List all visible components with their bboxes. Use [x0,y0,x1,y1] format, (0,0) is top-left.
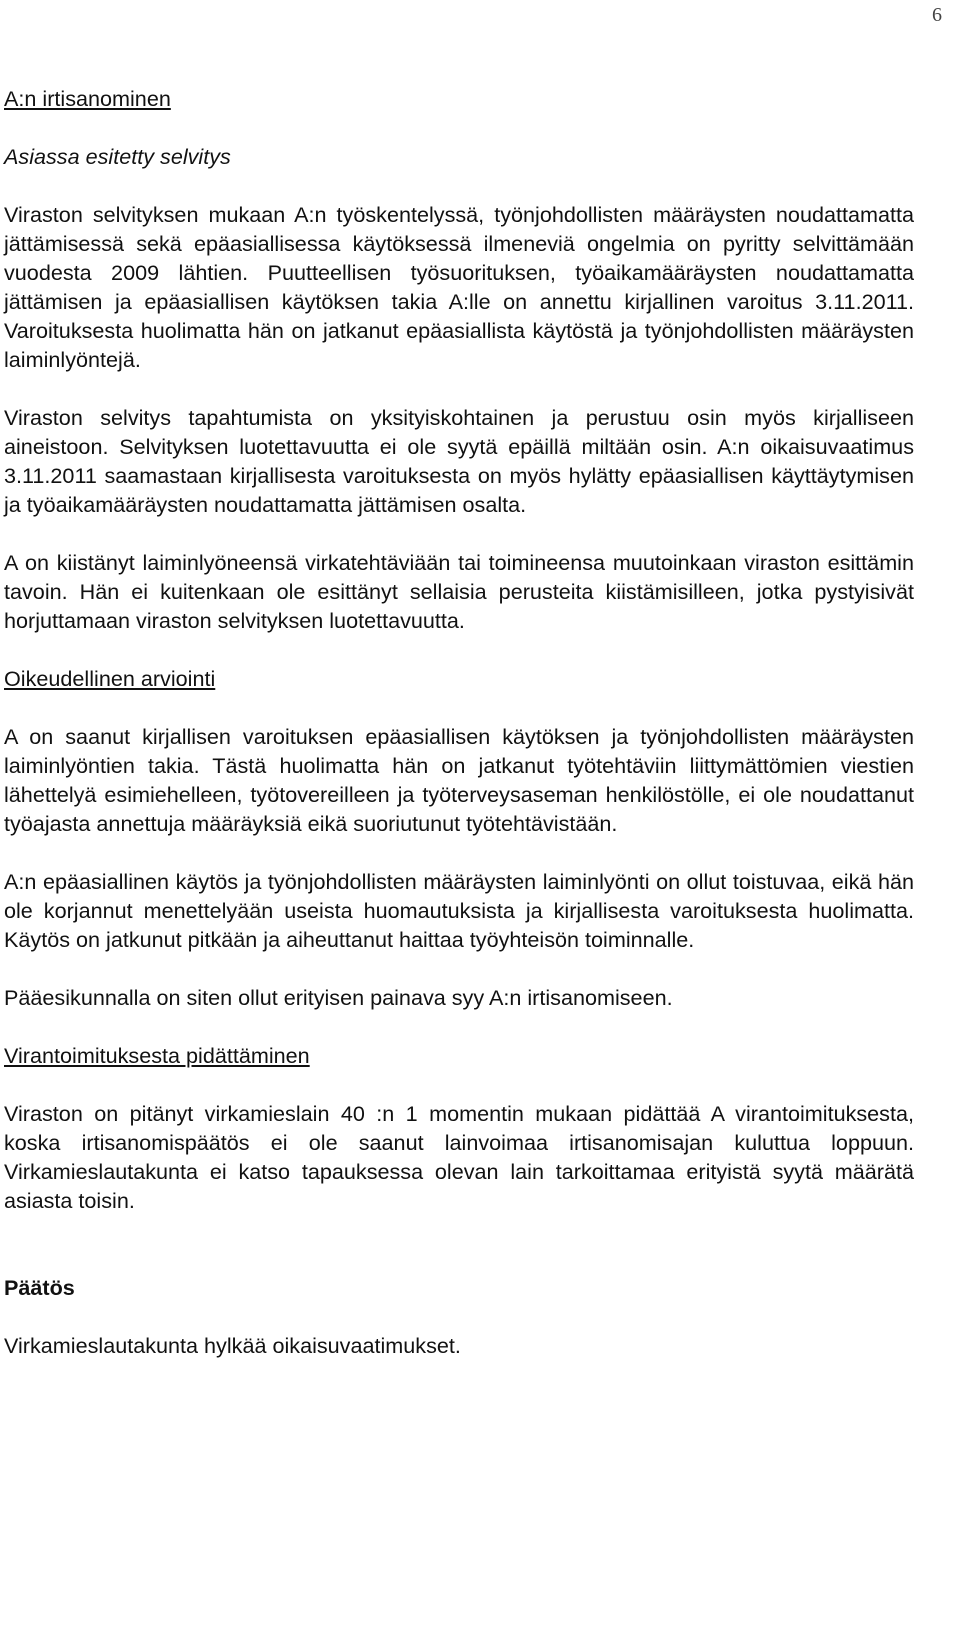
subheading-evidence: Asiassa esitetty selvitys [4,144,231,169]
section-decision [4,1273,914,1360]
section-title-decision: Päätös [4,1275,75,1300]
section-legal-assessment [4,664,914,1012]
section-title-suspension: Virantoimituksesta pidättäminen [4,1043,310,1068]
paragraph: Viraston on pitänyt virkamieslain 40 :n 1 momentin mukaan pidättää A virantoimituksesta, koska irtisanomispäätös ei ole saanut lainvoimaa irtisanomisajan kuluttua loppuun. Virkamieslautakunta ei katso tapauksessa olevan lain tarkoittamaa erityistä syytä määrätä asiasta toisin. [4,1101,914,1213]
section-suspension [4,1041,914,1215]
paragraph: Viraston selvitys tapahtumista on yksityiskohtainen ja perustuu osin myös kirjalliseen aineistoon. Selvityksen luotettavuutta ei ole syytä epäillä miltään osin. A:n oikaisuvaatimus 3.11.2011 saamastaan kirjallisesta varoituksesta on myös hylätty epäasiallisen käyttäytymisen ja työaikamääräysten noudattamatta jättämisen osalta. [4,405,914,517]
paragraph: A:n epäasiallinen käytös ja työnjohdollisten määräysten laiminlyönti on ollut toistuvaa, eikä hän ole korjannut menettelyään useista huomautuksista ja kirjallisesta varoituksesta huolimatta. Käytös on jatkunut pitkään ja aiheuttanut haittaa työyhteisön toiminnalle. [4,869,914,952]
paragraph: A on kiistänyt laiminlyöneensä virkatehtäviään tai toimineensa muutoinkaan viraston esittämin tavoin. Hän ei kuitenkaan ole esittänyt sellaisia perusteita kiistämisilleen, jotka pystyisivät horjuttamaan viraston selvityksen luotettavuutta. [4,550,914,633]
spacer [4,1244,914,1273]
section-dismissal [4,84,914,635]
paragraph: Viraston selvityksen mukaan A:n työskentelyssä, työnjohdollisten määräysten noudattamatta jättämisessä sekä epäasiallisessa käytöksessä ilmeneviä ongelmia on pyritty selvittämään vuodesta 2009 lähtien. Puutteellisen työsuorituksen, työaikamääräysten noudattamatta jättämisen ja epäasiallisen käytöksen takia A:lle on annettu kirjallinen varoitus 3.11.2011. Varoituksesta huolimatta hän on jatkanut epäasiallista käytöstä ja työnjohdollisten määräysten laiminlyöntejä. [4,202,914,372]
paragraph: Pääesikunnalla on siten ollut erityisen painava syy A:n irtisanomiseen. [4,985,673,1010]
document-body [4,84,914,1389]
page-number: 6 [932,4,942,26]
section-title-legal-assessment: Oikeudellinen arviointi [4,666,216,691]
paragraph: Virkamieslautakunta hylkää oikaisuvaatimukset. [4,1333,461,1358]
paragraph: A on saanut kirjallisen varoituksen epäasiallisen käytöksen ja työnjohdollisten määräysten laiminlyöntien takia. Tästä huolimatta hän on jatkanut työtehtäviin liittymättömien viestien lähettelyä esimiehelleen, työtovereilleen ja työterveysaseman henkilöstölle, ei ole noudattanut työajasta annettuja määräyksiä eikä suoriutunut työtehtävistään. [4,724,914,836]
section-title-dismissal: A:n irtisanominen [4,86,171,111]
